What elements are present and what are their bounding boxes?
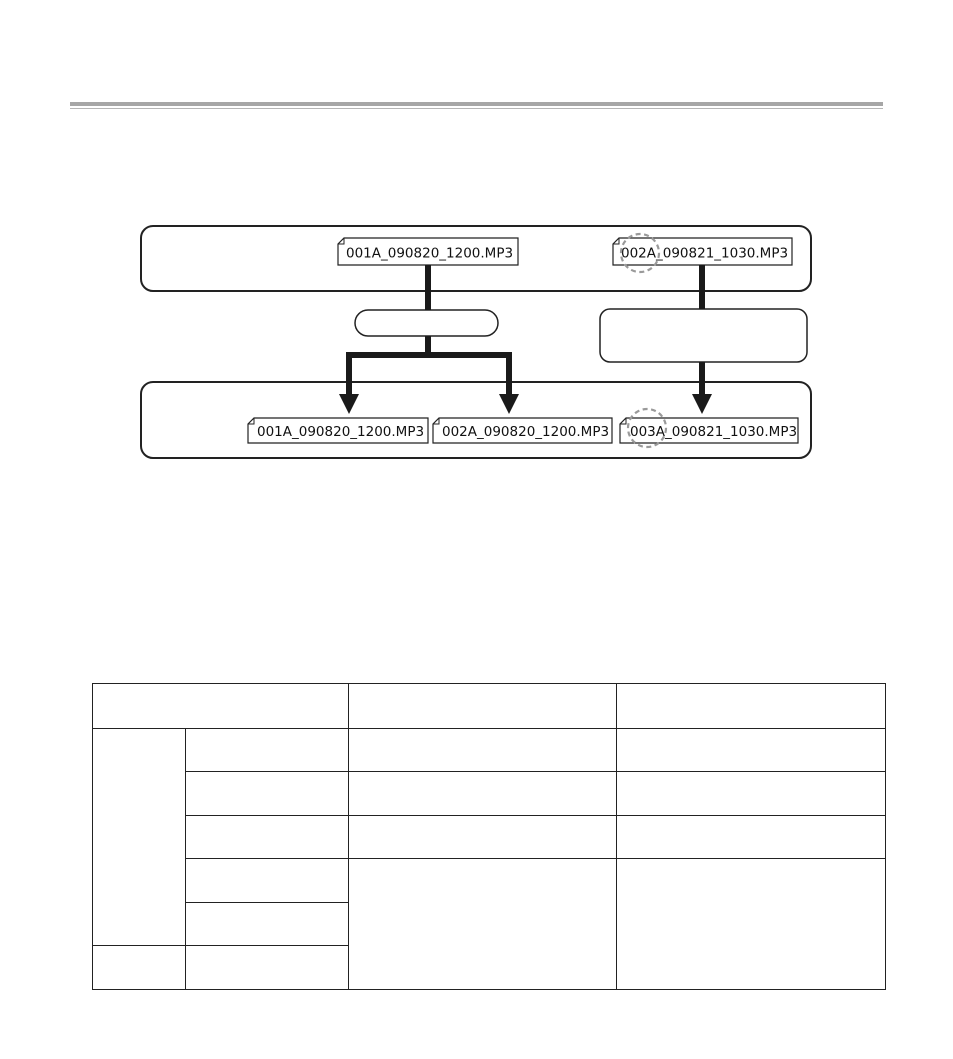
settings-table	[92, 683, 886, 990]
table-cell	[349, 772, 617, 816]
table-cell	[349, 728, 617, 772]
table-cell	[349, 815, 617, 859]
table-header-cell	[349, 684, 617, 729]
table-header-cell	[617, 684, 886, 729]
table-cell	[186, 772, 349, 816]
source-file-1-name: 001A_090820_1200.MP3	[346, 245, 514, 262]
table-row	[93, 815, 886, 859]
destination-file-3-name: 003A_090821_1030.MP3	[630, 424, 798, 440]
table-header-row	[93, 684, 886, 729]
destination-file-1-name: 001A_090820_1200.MP3	[257, 424, 425, 440]
rename-note-box	[600, 309, 807, 362]
source-file-2-name: 002A_090821_1030.MP3	[621, 245, 789, 262]
destination-file-1	[248, 418, 428, 443]
table-cell	[617, 728, 886, 772]
destination-file-3	[620, 418, 798, 443]
table-group-cell	[93, 946, 186, 990]
table-group-cell	[93, 728, 186, 946]
table-cell	[186, 859, 349, 903]
table-row	[93, 772, 886, 816]
destination-file-2	[433, 418, 612, 443]
destination-file-2-name: 002A_090820_1200.MP3	[442, 424, 610, 440]
source-file-2	[613, 238, 792, 265]
table-cell	[617, 772, 886, 816]
file-copy-diagram	[0, 0, 953, 520]
table-header-cell	[93, 684, 349, 729]
table-cell	[186, 902, 349, 946]
table-cell	[617, 815, 886, 859]
table-merged-cell	[617, 859, 886, 990]
table-cell	[186, 815, 349, 859]
table-row	[93, 859, 886, 903]
copy-label-capsule	[355, 310, 498, 336]
table-row	[93, 728, 886, 772]
source-file-1	[338, 238, 518, 265]
table-cell	[186, 946, 349, 990]
table-merged-cell	[349, 859, 617, 990]
copy-arrows	[339, 265, 519, 414]
table-cell	[186, 728, 349, 772]
